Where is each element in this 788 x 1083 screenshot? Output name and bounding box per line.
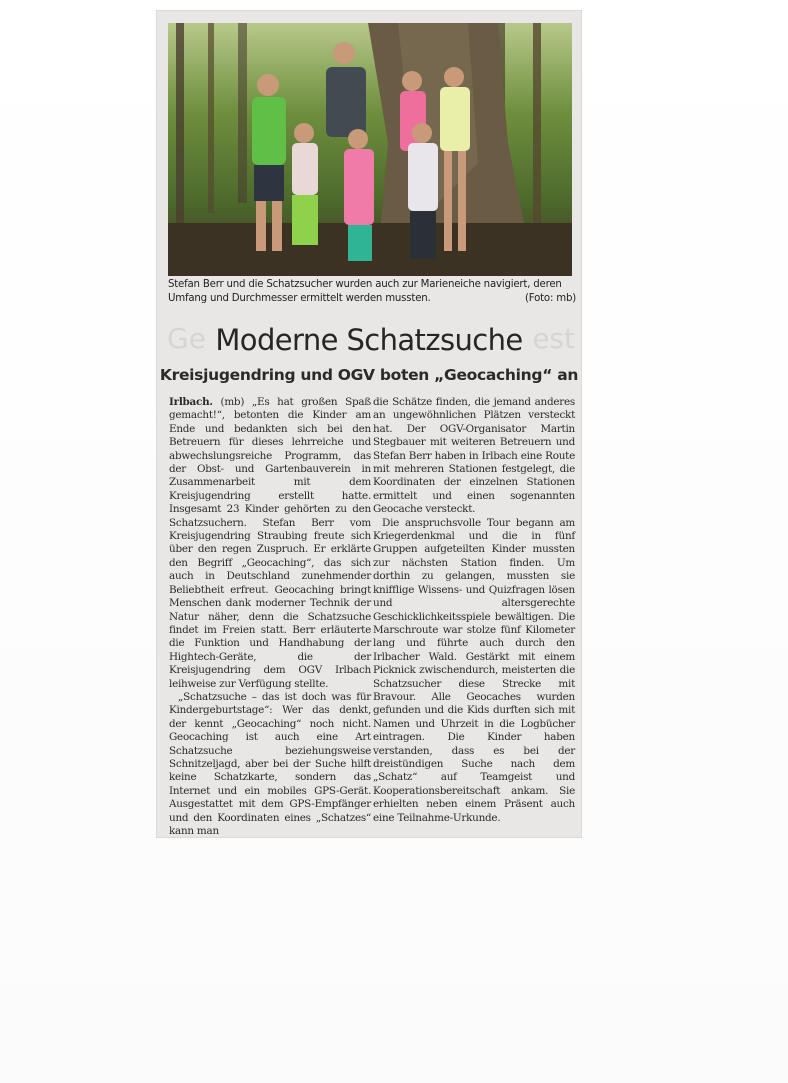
photo-caption: [168, 278, 576, 305]
photo-credit: (Foto: mb): [525, 292, 576, 304]
paragraph-text: (mb) „Es hat großen Spaß gemacht!“, betonten die Kinder am Ende und bedankten sich bei den Betreuern für dieses lehrreiche und abwechslungsreiche Programm, das der Obst- und Gartenbauverein in Zusammenarbeit mit dem Kreisjugendring erstellt hatte. Insgesamt 23 Kinder gehörten zu den Schatzsuchern. Stefan Berr vom Kreisjugendring Straubing freute sich über den regen Zuspruch. Er erklärte den Begriff „Geocaching“, das sich auch in Deutschland zunehmender Beliebtheit erfreut. Geocaching bringt Menschen dank moderner Technik der Natur näher, denn die Schatzsuche findet im Freien statt. Berr erläuterte die Funktion und Handhabung der Hightech-Geräte, die der Kreisjugendring dem OGV Irlbach leihweise zur Verfügung stellte.: [169, 396, 371, 690]
article-column-right: [373, 396, 575, 825]
paragraph: [169, 396, 371, 691]
paragraph: „Schatzsuche – das ist doch was für Kindergeburtstage“: Wer das denkt, der kennt „Geocaching“ noch nicht. Geocaching ist auch eine Art Schatzsuche beziehungsweise Schnitzeljagd, aber bei der Suche hilft keine Schatzkarte, sondern das Internet und ein mobiles GPS-Gerät. Ausgestattet mit dem GPS-Empfänger und den Koordinaten eines „Schatzes“ kann man: [169, 690, 371, 837]
caption-text: Stefan Berr und die Schatzsucher wurden auch zur Marieneiche navigiert, deren Umfang und Durchmesser ermittelt werden mussten.: [168, 279, 562, 304]
newspaper-clipping: [157, 11, 581, 837]
article-column-left: [169, 396, 371, 838]
dateline-place: Irlbach.: [169, 396, 213, 408]
ghost-text-left: Ge: [167, 326, 206, 355]
paragraph: Die anspruchsvolle Tour begann am Kriegerdenkmal und die in fünf Gruppen aufgeteilten Kinder mussten zur nächsten Station finden. Um dorthin zu gelangen, mussten sie knifflige Wissens- und Quizfragen lösen und altersgerechte Geschicklichkeitsspiele bewältigen. Die Marschroute war stolze fünf Kilometer lang und führte auch durch den Irlbacher Wald. Gestärkt mit einem Picknick zwischendurch, meisterten die Schatzsucher diese Strecke mit Bravour. Alle Geocaches wurden gefunden und die Kids durften sich mit Namen und Uhrzeit in die Logbücher eintragen. Die Kinder haben verstanden, dass es bei der dreistündigen Suche nach dem „Schatz“ auf Teamgeist und Kooperationsbereitschaft ankam. Sie erhielten neben einem Präsent auch eine Teilnahme-Urkunde.: [373, 516, 575, 824]
article-subheadline: Kreisjugendring und OGV boten „Geocaching“ an: [159, 366, 579, 384]
paragraph: die Schätze finden, die jemand anderes an ungewöhnlichen Plätzen versteckt hat. Der OGV-Organisator Martin Stegbauer mit weiteren Betreuern und Stefan Berr haben in Irlbach eine Route mit mehreren Stationen festgelegt, die Koordinaten der einzelnen Stationen ermittelt und einen sogenannten Geocache versteckt.: [373, 396, 575, 516]
article-headline: Moderne Schatzsuche: [215, 323, 523, 357]
ghost-text-right: est: [532, 326, 575, 355]
group-photo-illustration: [168, 23, 572, 276]
article-photo: [168, 23, 572, 276]
